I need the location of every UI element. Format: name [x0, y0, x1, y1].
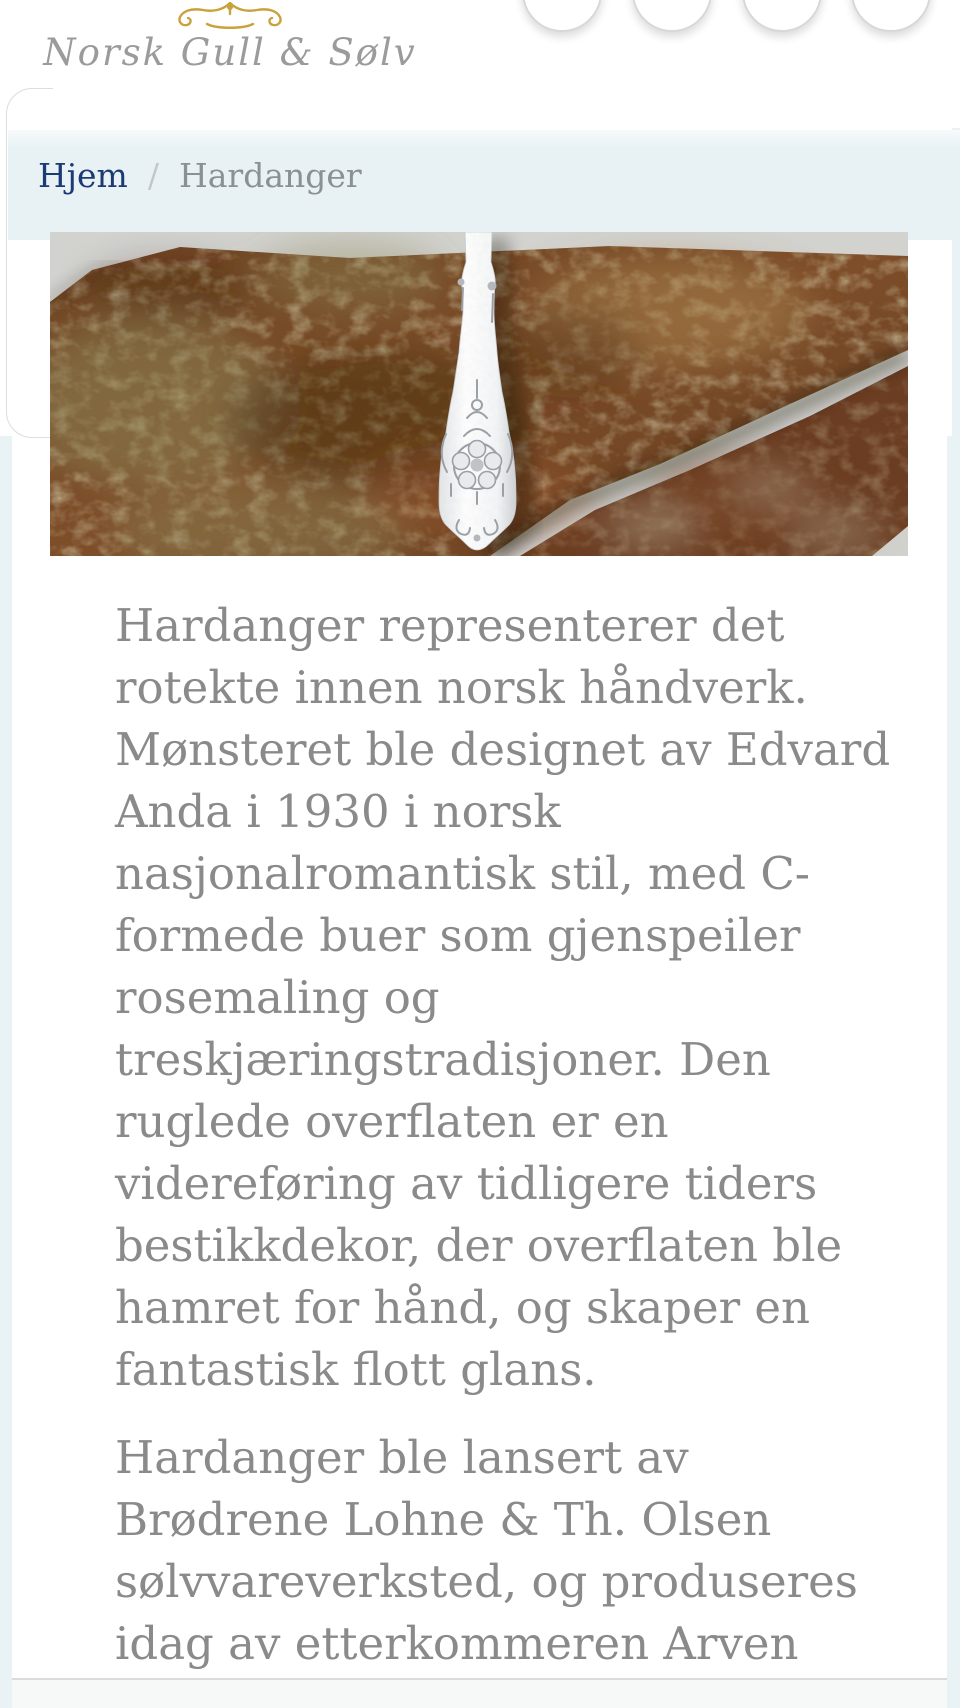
site-header: [0, 0, 960, 128]
text-line: Anda i 1930 i norsk: [115, 785, 561, 838]
site-logo[interactable]: [30, 2, 430, 74]
text-line: Mønsteret ble designet av Edvard: [115, 723, 891, 776]
text-line: Hardanger ble lansert av: [115, 1431, 689, 1484]
text-line: videreføring av tidligere tiders: [115, 1157, 818, 1210]
site-logo-text: Norsk Gull & Sølv: [43, 31, 417, 74]
text-line: fantastisk flott glans.: [115, 1343, 597, 1396]
text-line: hamret for hånd, og skaper en: [115, 1281, 811, 1334]
breadcrumb-link-hjem[interactable]: Hjem: [38, 156, 128, 195]
text-line: sølvvareverksted, og produseres: [115, 1555, 858, 1608]
text-line: rotekte innen norsk håndverk.: [115, 661, 808, 714]
article-paragraph-2: [115, 1427, 915, 1675]
hero-image: [50, 232, 908, 556]
header-round-button-1[interactable]: [522, 0, 602, 32]
header-round-button-4[interactable]: [851, 0, 931, 32]
text-line: nasjonalromantisk stil, med C-: [115, 847, 810, 900]
text-line: Hardanger representerer det: [115, 599, 785, 652]
text-line: ruglede overflaten er en: [115, 1095, 669, 1148]
text-line: Brødrene Lohne & Th. Olsen: [115, 1493, 772, 1546]
header-round-button-3[interactable]: [742, 0, 822, 32]
text-line: rosemaling og: [115, 971, 440, 1024]
text-line: bestikkdekor, der overflaten ble: [115, 1219, 843, 1272]
text-line: idag av etterkommeren Arven: [115, 1617, 799, 1670]
logo-ornament-icon: [155, 2, 305, 29]
article: [115, 595, 915, 1675]
next-section-edge: [12, 1680, 947, 1708]
text-line: formede buer som gjenspeiler: [115, 909, 801, 962]
breadcrumb: [38, 154, 960, 198]
silver-cutlery-handle-on-rust-stone: [50, 232, 908, 556]
text-line: treskjæringstradisjoner. Den: [115, 1033, 771, 1086]
breadcrumb-bar: [8, 130, 960, 240]
header-round-button-2[interactable]: [632, 0, 712, 32]
article-paragraph-1: [115, 595, 915, 1401]
breadcrumb-current: Hardanger: [178, 156, 362, 195]
breadcrumb-separator: /: [147, 156, 159, 195]
